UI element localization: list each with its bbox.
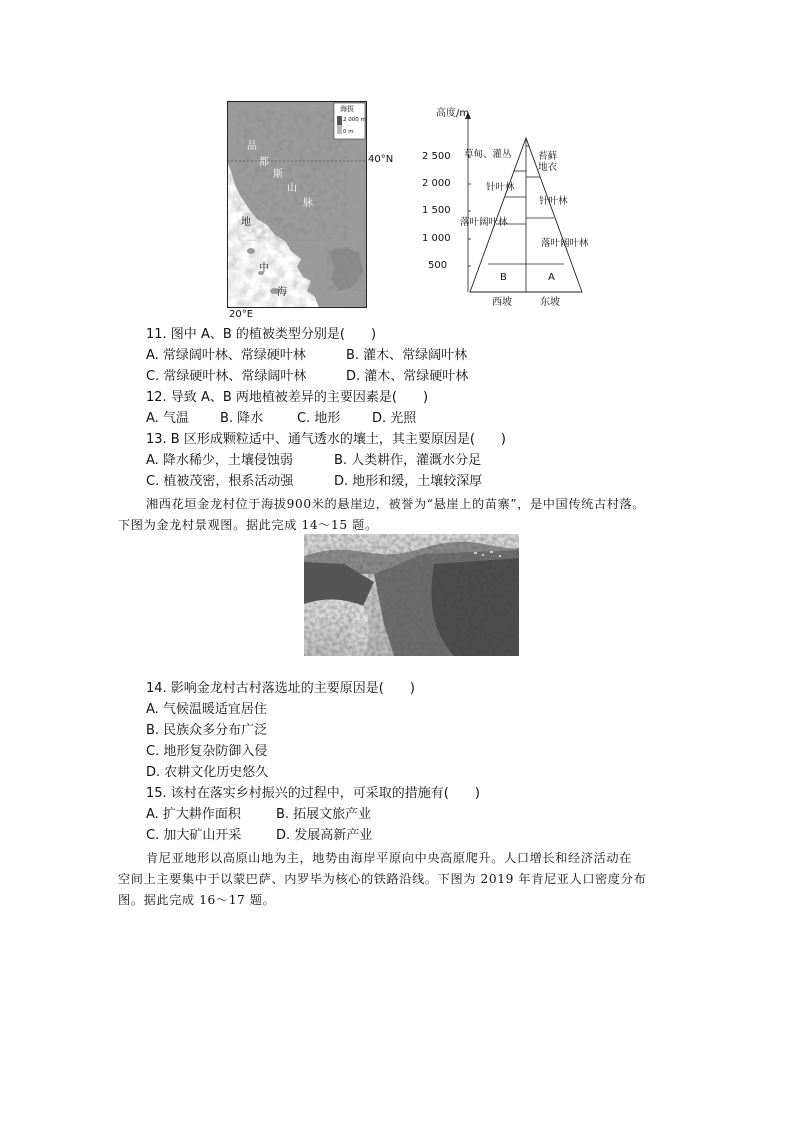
intro-14-15-line: 湘西花垣金龙村位于海拔900米的悬崖边，被誉为“悬崖上的苗寨”，是中国传统古村落。 xyxy=(146,497,646,511)
jinlong-village-photo xyxy=(304,534,519,656)
relief-map xyxy=(227,101,367,308)
y-tick-label: 1 000 xyxy=(422,233,451,244)
q12-stem: 12. 导致 A、B 两地植被差异的主要因素是( ) xyxy=(146,390,429,405)
y-tick-label: 2 500 xyxy=(422,151,451,162)
map-lat-label: 40°N xyxy=(368,154,394,165)
y-tick-label: 500 xyxy=(428,260,448,271)
q15-option: D. 发展高新产业 xyxy=(276,828,373,843)
map-legend-high: 2 000 m xyxy=(343,117,366,123)
map-lon-label: 20°E xyxy=(229,309,254,320)
map-legend-title: 海拔 xyxy=(340,105,354,113)
west-zone-label: 草甸、灌丛 xyxy=(464,149,512,160)
intro-16-17-line: 空间上主要集中于以蒙巴萨、内罗毕为核心的铁路沿线。下图为 2019 年肯尼亚人口密度分布 xyxy=(118,872,647,886)
map-range-char: 都 xyxy=(259,157,269,168)
q13-option: C. 植被茂密，根系活动强 xyxy=(146,474,294,489)
east-zone-label: 落叶阔叶林 xyxy=(541,238,589,249)
east-zone-label: 针叶林 xyxy=(539,196,568,207)
y-tick-label: 1 500 xyxy=(422,205,451,216)
map-legend-low: 0 m xyxy=(343,129,354,135)
vegetation-diagram xyxy=(416,104,606,310)
intro-16-17-line: 肯尼亚地形以高原山地为主，地势由海岸平原向中央高原爬升。人口增长和经济活动在 xyxy=(146,851,632,865)
map-range-char: 山 xyxy=(287,183,297,194)
q15-option: C. 加大矿山开采 xyxy=(146,828,242,843)
intro-14-15-line: 下图为金龙村景观图。据此完成 14～15 题。 xyxy=(118,518,378,532)
east-zone-label: 苔藓 xyxy=(538,151,558,162)
east-slope-label: 东坡 xyxy=(540,297,560,308)
west-zone-label: 落叶阔叶林 xyxy=(460,217,508,228)
map-range-char: 品 xyxy=(247,141,257,152)
q13-stem: 13. B 区形成颗粒适中、通气透水的壤土，其主要原因是( ) xyxy=(146,432,507,447)
q15-stem: 15. 该村在落实乡村振兴的过程中，可采取的措施有( ) xyxy=(146,786,480,801)
q15-option: A. 扩大耕作面积 xyxy=(146,807,241,822)
map-range-char: 斯 xyxy=(273,169,283,180)
q14-option: B. 民族众多分布广泛 xyxy=(146,723,268,738)
q14-option: D. 农耕文化历史悠久 xyxy=(146,765,269,780)
q12-option: A. 气温 xyxy=(146,411,189,426)
map-sea-char: 海 xyxy=(277,287,287,298)
q12-option: C. 地形 xyxy=(297,411,341,426)
east-zone-label: 地衣 xyxy=(538,162,558,173)
q13-option: A. 降水稀少，土壤侵蚀弱 xyxy=(146,453,293,468)
map-sea-char: 地 xyxy=(241,217,251,228)
q14-stem: 14. 影响金龙村古村落选址的主要原因是( ) xyxy=(146,681,415,696)
q11-option: D. 灌木、常绿硬叶林 xyxy=(346,369,469,384)
q11-stem: 11. 图中 A、B 的植被类型分别是( ) xyxy=(146,327,377,342)
q13-option: B. 人类耕作，灌溉水分足 xyxy=(334,453,482,468)
q12-option: B. 降水 xyxy=(220,411,264,426)
intro-16-17-line: 图。据此完成 16～17 题。 xyxy=(118,893,276,907)
west-zone-label: 针叶林 xyxy=(486,182,515,193)
map-range-char: 脉 xyxy=(303,198,313,209)
y-axis-label: 高度/m xyxy=(436,108,470,119)
y-tick-label: 2 000 xyxy=(422,178,451,189)
q12-option: D. 光照 xyxy=(372,411,417,426)
q14-option: A. 气候温暖适宜居住 xyxy=(146,702,267,717)
west-zone-label-b: B xyxy=(500,272,507,283)
jinlong-village-photo-graphic xyxy=(304,534,519,656)
q13-option: D. 地形和缓，土壤较深厚 xyxy=(334,474,483,489)
q14-option: C. 地形复杂防御入侵 xyxy=(146,744,268,759)
west-slope-label: 西坡 xyxy=(492,297,512,308)
q15-option: B. 拓展文旅产业 xyxy=(276,807,372,822)
q11-option: B. 灌木、常绿阔叶林 xyxy=(346,348,468,363)
q11-option: A. 常绿阔叶林、常绿硬叶林 xyxy=(146,348,306,363)
q11-option: C. 常绿硬叶林、常绿阔叶林 xyxy=(146,369,307,384)
map-sea-char: 中 xyxy=(259,263,269,274)
east-zone-label-a: A xyxy=(548,272,555,283)
